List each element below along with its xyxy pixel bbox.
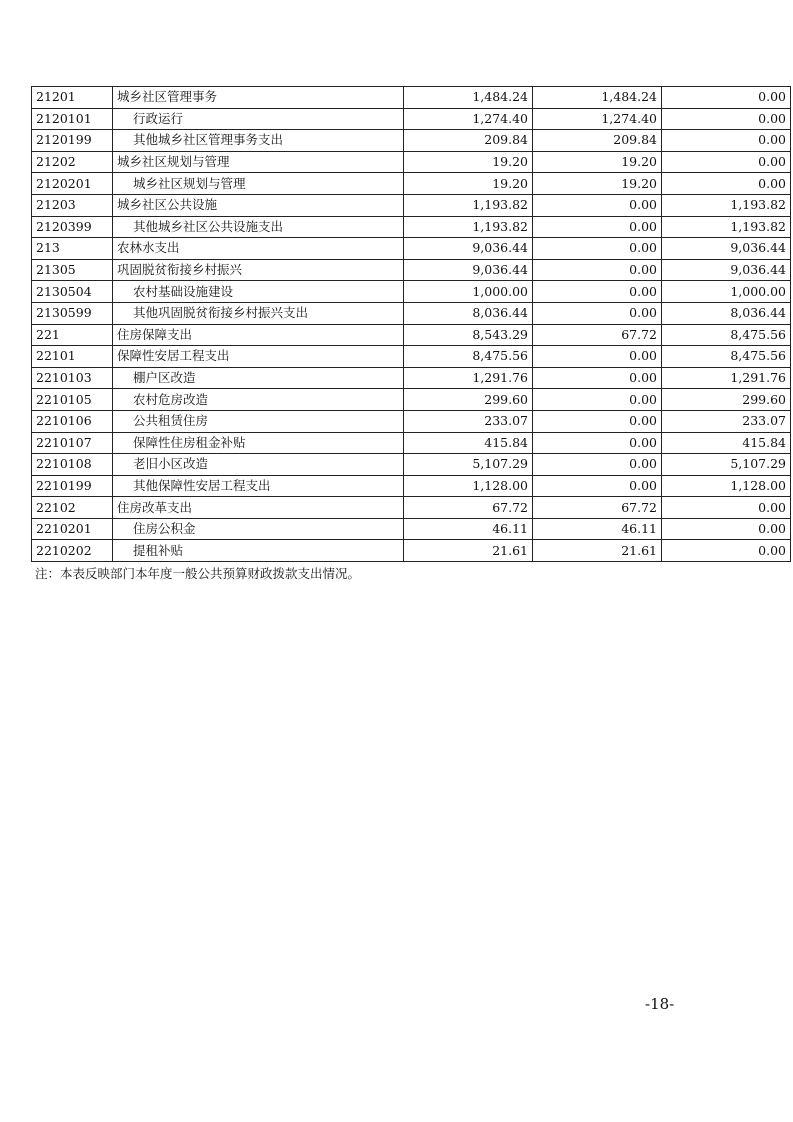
table-row: [32, 518, 791, 540]
cell-project: 0.00: [662, 151, 791, 173]
cell-total: 19.20: [404, 173, 533, 195]
cell-code: 21305: [32, 259, 113, 281]
table-row: [32, 389, 791, 411]
table-row: [32, 432, 791, 454]
cell-total: 19.20: [404, 151, 533, 173]
cell-basic: 0.00: [533, 389, 662, 411]
table-row: [32, 87, 791, 109]
cell-name: 住房改革支出: [113, 497, 404, 519]
cell-name: 巩固脱贫衔接乡村振兴: [113, 259, 404, 281]
cell-code: 21202: [32, 151, 113, 173]
cell-basic: 0.00: [533, 410, 662, 432]
cell-project: 0.00: [662, 518, 791, 540]
table-row: [32, 130, 791, 152]
cell-project: 5,107.29: [662, 454, 791, 476]
cell-code: 21203: [32, 194, 113, 216]
cell-name: 保障性住房租金补贴: [113, 432, 404, 454]
cell-project: 8,475.56: [662, 324, 791, 346]
cell-project: 1,193.82: [662, 194, 791, 216]
cell-total: 1,291.76: [404, 367, 533, 389]
cell-basic: 67.72: [533, 497, 662, 519]
cell-project: 1,000.00: [662, 281, 791, 303]
cell-total: 46.11: [404, 518, 533, 540]
cell-project: 299.60: [662, 389, 791, 411]
cell-basic: 0.00: [533, 302, 662, 324]
cell-project: 8,036.44: [662, 302, 791, 324]
cell-basic: 21.61: [533, 540, 662, 562]
cell-project: 1,128.00: [662, 475, 791, 497]
cell-name: 棚户区改造: [113, 367, 404, 389]
cell-total: 1,000.00: [404, 281, 533, 303]
cell-code: 2120101: [32, 108, 113, 130]
table-row: [32, 173, 791, 195]
cell-name: 城乡社区规划与管理: [113, 173, 404, 195]
cell-basic: 0.00: [533, 281, 662, 303]
table-row: [32, 324, 791, 346]
cell-project: 9,036.44: [662, 259, 791, 281]
table-body: [32, 87, 791, 562]
cell-name: 老旧小区改造: [113, 454, 404, 476]
cell-code: 213: [32, 238, 113, 260]
cell-project: 0.00: [662, 173, 791, 195]
cell-code: 2120199: [32, 130, 113, 152]
cell-basic: 0.00: [533, 259, 662, 281]
cell-project: 1,291.76: [662, 367, 791, 389]
cell-project: 8,475.56: [662, 346, 791, 368]
cell-total: 8,475.56: [404, 346, 533, 368]
cell-total: 415.84: [404, 432, 533, 454]
cell-basic: 0.00: [533, 367, 662, 389]
table-row: [32, 346, 791, 368]
table-row: [32, 216, 791, 238]
cell-name: 城乡社区规划与管理: [113, 151, 404, 173]
cell-total: 233.07: [404, 410, 533, 432]
cell-basic: 209.84: [533, 130, 662, 152]
cell-total: 1,193.82: [404, 194, 533, 216]
table-note: 注：本表反映部门本年度一般公共预算财政拨款支出情况。: [35, 566, 361, 581]
cell-name: 住房公积金: [113, 518, 404, 540]
cell-code: 2210201: [32, 518, 113, 540]
cell-basic: 1,274.40: [533, 108, 662, 130]
cell-name: 其他巩固脱贫衔接乡村振兴支出: [113, 302, 404, 324]
cell-project: 0.00: [662, 87, 791, 109]
cell-name: 农村危房改造: [113, 389, 404, 411]
cell-basic: 0.00: [533, 194, 662, 216]
cell-basic: 0.00: [533, 346, 662, 368]
cell-total: 1,484.24: [404, 87, 533, 109]
cell-name: 公共租赁住房: [113, 410, 404, 432]
cell-basic: 0.00: [533, 238, 662, 260]
table-row: [32, 540, 791, 562]
cell-code: 2210107: [32, 432, 113, 454]
table-row: [32, 108, 791, 130]
cell-code: 22101: [32, 346, 113, 368]
cell-project: 233.07: [662, 410, 791, 432]
cell-project: 0.00: [662, 540, 791, 562]
table-row: [32, 410, 791, 432]
cell-total: 9,036.44: [404, 238, 533, 260]
table-row: [32, 238, 791, 260]
cell-name: 其他城乡社区管理事务支出: [113, 130, 404, 152]
cell-basic: 0.00: [533, 475, 662, 497]
cell-project: 0.00: [662, 130, 791, 152]
cell-name: 其他城乡社区公共设施支出: [113, 216, 404, 238]
cell-name: 提租补贴: [113, 540, 404, 562]
table-row: [32, 151, 791, 173]
cell-code: 2210108: [32, 454, 113, 476]
cell-total: 299.60: [404, 389, 533, 411]
table-row: [32, 475, 791, 497]
page-number: -18-: [645, 995, 675, 1013]
cell-code: 2130504: [32, 281, 113, 303]
cell-basic: 1,484.24: [533, 87, 662, 109]
cell-name: 城乡社区管理事务: [113, 87, 404, 109]
table-row: [32, 454, 791, 476]
cell-basic: 46.11: [533, 518, 662, 540]
cell-total: 209.84: [404, 130, 533, 152]
cell-code: 2120399: [32, 216, 113, 238]
cell-name: 其他保障性安居工程支出: [113, 475, 404, 497]
cell-basic: 19.20: [533, 173, 662, 195]
cell-code: 2210199: [32, 475, 113, 497]
cell-code: 2120201: [32, 173, 113, 195]
cell-name: 农村基础设施建设: [113, 281, 404, 303]
table-row: [32, 367, 791, 389]
cell-total: 8,036.44: [404, 302, 533, 324]
cell-code: 2210106: [32, 410, 113, 432]
cell-total: 1,128.00: [404, 475, 533, 497]
cell-code: 2210202: [32, 540, 113, 562]
cell-total: 8,543.29: [404, 324, 533, 346]
cell-project: 1,193.82: [662, 216, 791, 238]
cell-name: 行政运行: [113, 108, 404, 130]
cell-name: 农林水支出: [113, 238, 404, 260]
cell-basic: 0.00: [533, 432, 662, 454]
cell-total: 5,107.29: [404, 454, 533, 476]
cell-code: 2210103: [32, 367, 113, 389]
cell-total: 9,036.44: [404, 259, 533, 281]
cell-total: 1,193.82: [404, 216, 533, 238]
cell-project: 0.00: [662, 108, 791, 130]
cell-total: 67.72: [404, 497, 533, 519]
cell-basic: 67.72: [533, 324, 662, 346]
cell-name: 住房保障支出: [113, 324, 404, 346]
cell-basic: 0.00: [533, 454, 662, 476]
table-row: [32, 302, 791, 324]
cell-basic: 19.20: [533, 151, 662, 173]
table-row: [32, 281, 791, 303]
cell-project: 415.84: [662, 432, 791, 454]
cell-code: 2130599: [32, 302, 113, 324]
cell-code: 22102: [32, 497, 113, 519]
cell-project: 9,036.44: [662, 238, 791, 260]
cell-name: 城乡社区公共设施: [113, 194, 404, 216]
cell-code: 221: [32, 324, 113, 346]
table-row: [32, 259, 791, 281]
cell-code: 21201: [32, 87, 113, 109]
cell-basic: 0.00: [533, 216, 662, 238]
cell-project: 0.00: [662, 497, 791, 519]
table-row: [32, 194, 791, 216]
cell-total: 1,274.40: [404, 108, 533, 130]
table-row: [32, 497, 791, 519]
budget-table: [31, 86, 791, 562]
cell-name: 保障性安居工程支出: [113, 346, 404, 368]
cell-total: 21.61: [404, 540, 533, 562]
cell-code: 2210105: [32, 389, 113, 411]
